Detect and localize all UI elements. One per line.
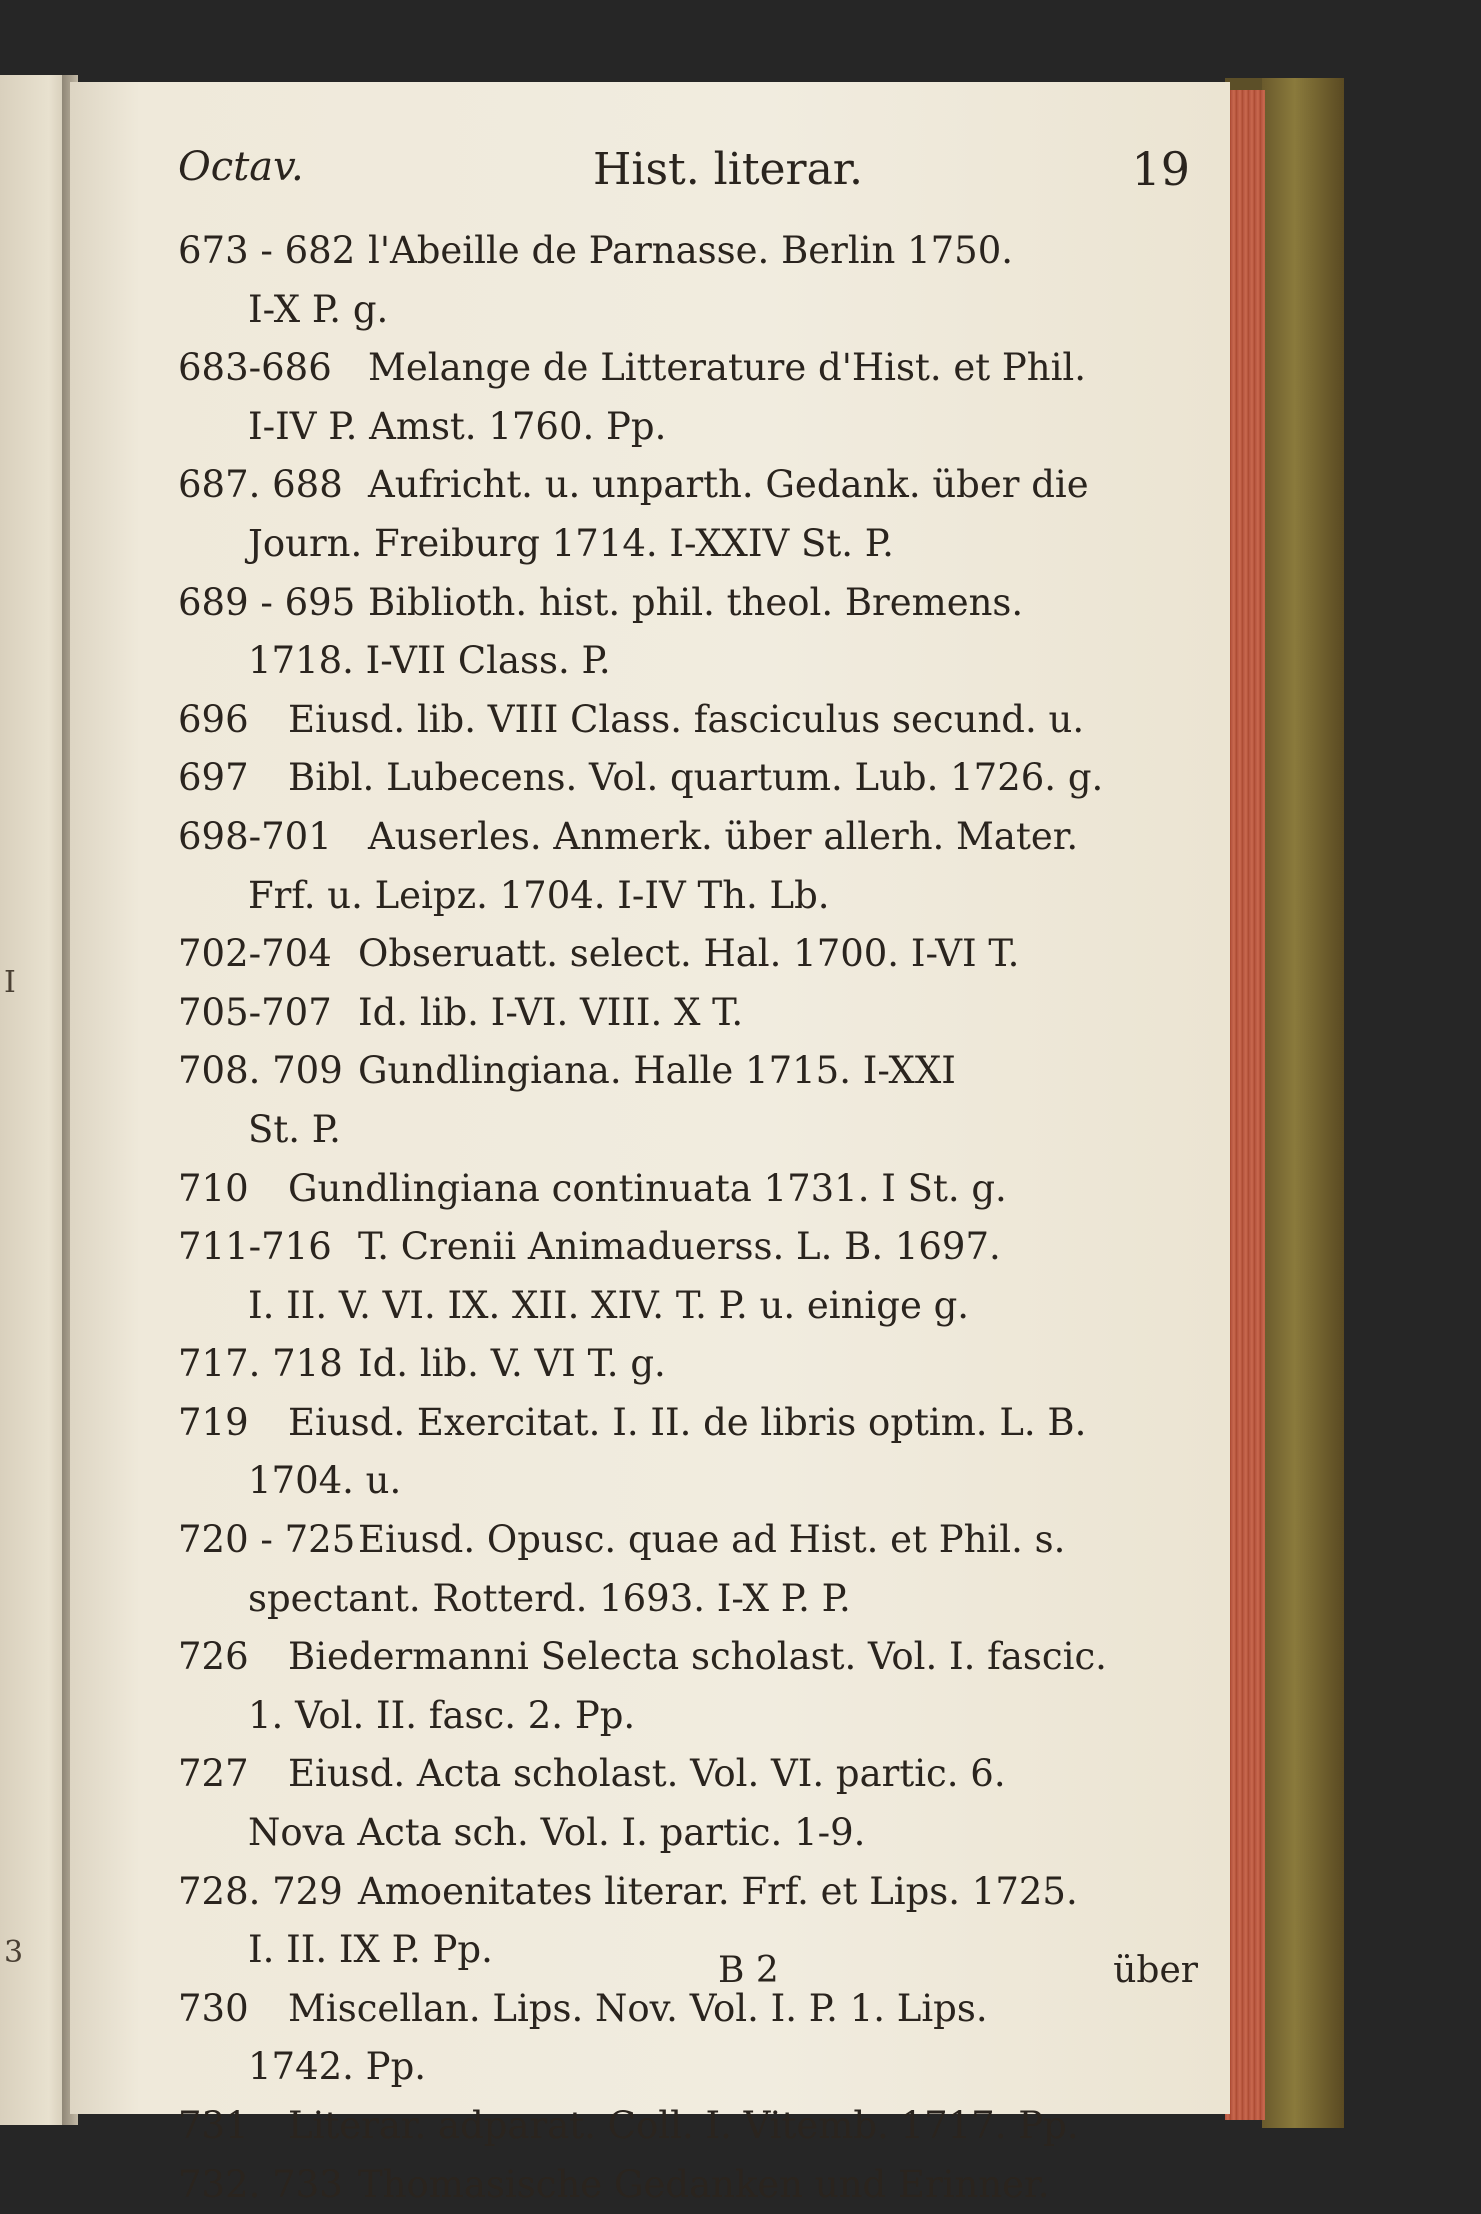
entry-text: Miscellan. Lips. Nov. Vol. I. P. 1. Lips.	[288, 1986, 988, 2030]
entry-text: Obseruatt. select. Hal. 1700. I-VI T.	[358, 932, 1020, 976]
entry-number: 687. 688	[178, 463, 343, 507]
entry-text: Bibl. Lubecens. Vol. quartum. Lub. 1726. g.	[288, 756, 1104, 800]
entry-number: 711-716	[178, 1225, 332, 1269]
entry-number: 720 - 725	[178, 1518, 356, 1562]
page-footer	[178, 1950, 1198, 2010]
entry-text: l'Abeille de Parnasse. Berlin 1750.	[368, 229, 1014, 272]
catalog-line	[178, 1511, 1198, 1570]
entry-text: I. II. V. VI. IX. XII. XIV. T. P. u. einige g.	[248, 1283, 970, 1327]
entry-text: Journ. Freiburg 1714. I-XXIV St. P.	[248, 521, 894, 565]
running-header	[178, 134, 1190, 208]
catalog-line	[178, 808, 1198, 867]
entry-number: 705-707	[178, 990, 332, 1034]
left-page-mark: I	[4, 965, 16, 1000]
entry-text: I-IV P. Amst. 1760. Pp.	[248, 404, 667, 448]
entry-number: 673 - 682	[178, 229, 356, 272]
entry-text: Amoenitates literar. Frf. et Lips. 1725.	[358, 1869, 1078, 1913]
entry-number: 730	[178, 1986, 249, 2030]
entry-text: I-X P. g.	[248, 287, 389, 331]
entry-text: Melange de Litterature d'Hist. et Phil.	[368, 346, 1087, 390]
catalog-line	[178, 1452, 1198, 1511]
catalog-line	[178, 925, 1198, 984]
entry-text: Biedermanni Selecta scholast. Vol. I. fascic.	[288, 1635, 1107, 1679]
entry-text: T. Crenii Animaduerss. L. B. 1697.	[358, 1225, 1001, 1269]
catalog-line	[178, 984, 1198, 1043]
catalog-line	[178, 339, 1198, 398]
catalog-line	[178, 691, 1198, 750]
left-page-mark: 3	[4, 1935, 24, 1970]
catalog-line	[178, 2156, 1198, 2214]
catalog-line	[178, 632, 1198, 691]
entry-number: 696	[178, 697, 249, 741]
catalog-line	[178, 1804, 1198, 1863]
catalog-entries	[178, 222, 1198, 2214]
entry-number: 689 - 695	[178, 580, 356, 624]
catalog-line	[178, 1160, 1198, 1219]
entry-number: 726	[178, 1635, 249, 1679]
header-section-title: Hist. literar.	[593, 144, 863, 195]
signature-mark: B 2	[718, 1950, 779, 1991]
entry-number: 719	[178, 1400, 249, 1444]
entry-number: 717. 718	[178, 1342, 343, 1386]
catalog-line	[178, 1218, 1198, 1277]
entry-text: Id. lib. I-VI. VIII. X T.	[358, 990, 744, 1034]
entry-text: 1718. I-VII Class. P.	[248, 639, 611, 683]
catalog-line	[178, 1863, 1198, 1922]
entry-number: 727	[178, 1752, 249, 1796]
catalog-line	[178, 222, 1198, 281]
catalog-line	[178, 1687, 1198, 1746]
entry-text: 1704. u.	[248, 1459, 402, 1503]
catalog-line	[178, 1394, 1198, 1453]
entry-text: Nova Acta sch. Vol. I. partic. 1-9.	[248, 1811, 866, 1855]
entry-text: I. II. IX P. Pp.	[248, 1928, 493, 1972]
catalog-line	[178, 1101, 1198, 1160]
book-page	[70, 82, 1230, 2206]
entry-number: 731	[178, 2104, 249, 2147]
entry-text: 1. Vol. II. fasc. 2. Pp.	[248, 1693, 636, 1737]
entry-number: 698-701	[178, 814, 332, 858]
catalog-line	[178, 1277, 1198, 1336]
entry-number: 697	[178, 756, 249, 800]
entry-text: Auserles. Anmerk. über allerh. Mater.	[368, 814, 1079, 858]
left-page-edge	[0, 75, 70, 2125]
catalog-line	[178, 456, 1198, 515]
entry-text: Thomasische Gedanken und Erinner.	[358, 2162, 1050, 2206]
entry-text: Frf. u. Leipz. 1704. I-IV Th. Lb.	[248, 873, 830, 917]
entry-number: 710	[178, 1166, 249, 1210]
entry-text: Gundlingiana continuata 1731. I St. g.	[288, 1166, 1007, 1210]
catalog-line	[178, 574, 1198, 633]
catalog-line	[178, 1335, 1198, 1394]
entry-text: Literar. adparat. Coll. I. Vitemb. 1717. Pp.	[288, 2104, 1079, 2147]
entry-number: 732. 733	[178, 2162, 343, 2206]
entry-text: Eiusd. Acta scholast. Vol. VI. partic. 6.	[288, 1752, 1006, 1796]
entry-text: Id. lib. V. VI T. g.	[358, 1342, 666, 1386]
catalog-line	[178, 281, 1198, 340]
entry-text: Eiusd. lib. VIII Class. fasciculus secund. u.	[288, 697, 1085, 741]
entry-text: Aufricht. u. unparth. Gedank. über die	[368, 463, 1089, 507]
catalog-line	[178, 398, 1198, 457]
entry-text: Biblioth. hist. phil. theol. Bremens.	[368, 580, 1024, 624]
catalog-line	[178, 515, 1198, 574]
catalog-line	[178, 749, 1198, 808]
marbled-cover-board	[1262, 78, 1344, 2128]
catalog-line	[178, 1570, 1198, 1629]
entry-text: Eiusd. Opusc. quae ad Hist. et Phil. s.	[358, 1518, 1066, 1562]
entry-text: St. P.	[248, 1107, 341, 1151]
entry-text: Eiusd. Exercitat. I. II. de libris optim. L. B.	[288, 1400, 1087, 1444]
catalog-line	[178, 2097, 1198, 2156]
catalog-line	[178, 867, 1198, 926]
entry-text: 1742. Pp.	[248, 2045, 427, 2089]
red-page-edges	[1225, 90, 1265, 2120]
entry-text: Gundlingiana. Halle 1715. I-XXI	[358, 1049, 956, 1093]
entry-number: 728. 729	[178, 1869, 343, 1913]
catalog-line	[178, 1042, 1198, 1101]
page-number: 19	[1131, 142, 1190, 196]
catalog-line	[178, 2038, 1198, 2097]
catchword: über	[1113, 1950, 1198, 1991]
catalog-line	[178, 1745, 1198, 1804]
catalog-line	[178, 1628, 1198, 1687]
entry-number: 708. 709	[178, 1049, 343, 1093]
entry-number: 702-704	[178, 932, 332, 976]
entry-text: spectant. Rotterd. 1693. I-X P. P.	[248, 1576, 851, 1620]
entry-number: 683-686	[178, 346, 332, 390]
header-format: Octav.	[178, 144, 304, 190]
